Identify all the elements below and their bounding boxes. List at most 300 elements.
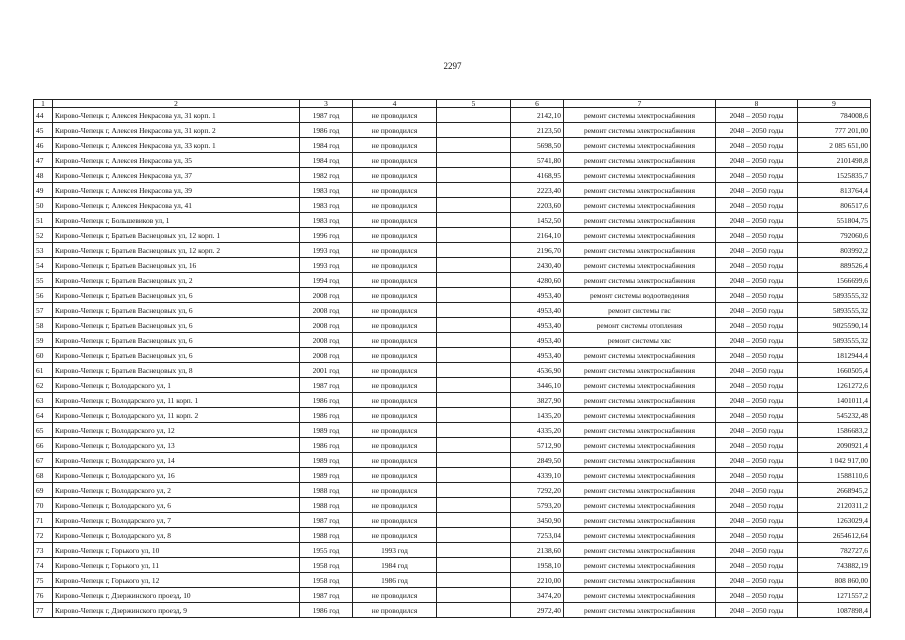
column-number-row (34, 100, 871, 108)
cell-planned-period: 2048 – 2050 годы (716, 258, 798, 273)
table-row (34, 153, 871, 168)
cell-empty-cell (437, 198, 511, 213)
cell-address: Кирово-Чепецк г, Володарского ул, 12 (53, 423, 300, 438)
cell-work-type: ремонт системы электроснабжения (564, 168, 716, 183)
cell-work-type: ремонт системы электроснабжения (564, 603, 716, 618)
cell-work-type: ремонт системы электроснабжения (564, 408, 716, 423)
table-row (34, 543, 871, 558)
cell-address: Кирово-Чепецк г, Володарского ул, 2 (53, 483, 300, 498)
cell-planned-period: 2048 – 2050 годы (716, 243, 798, 258)
cell-commission-year: 1986 год (300, 438, 353, 453)
cell-address: Кирово-Чепецк г, Братьев Васнецовых ул, 16 (53, 258, 300, 273)
cell-row-number: 69 (34, 483, 53, 498)
cell-cost: 2090921,4 (798, 438, 871, 453)
cell-address: Кирово-Чепецк г, Горького ул, 10 (53, 543, 300, 558)
cell-work-type: ремонт системы электроснабжения (564, 438, 716, 453)
cell-commission-year: 1994 год (300, 273, 353, 288)
cell-cost: 1586683,2 (798, 423, 871, 438)
table-row (34, 528, 871, 543)
cell-cost: 743882,19 (798, 558, 871, 573)
cell-planned-period: 2048 – 2050 годы (716, 183, 798, 198)
cell-empty-cell (437, 438, 511, 453)
cell-last-repair-year: не проводился (353, 213, 437, 228)
cell-cost: 1812944,4 (798, 348, 871, 363)
cell-commission-year: 1983 год (300, 183, 353, 198)
cell-work-type: ремонт системы электроснабжения (564, 243, 716, 258)
cell-commission-year: 2008 год (300, 303, 353, 318)
cell-planned-period: 2048 – 2050 годы (716, 483, 798, 498)
table-row (34, 213, 871, 228)
table-row (34, 438, 871, 453)
cell-row-number: 46 (34, 138, 53, 153)
cell-cost: 803992,2 (798, 243, 871, 258)
cell-area: 4953,40 (511, 303, 564, 318)
cell-row-number: 70 (34, 498, 53, 513)
cell-last-repair-year: не проводился (353, 588, 437, 603)
table-row (34, 288, 871, 303)
cell-work-type: ремонт системы электроснабжения (564, 528, 716, 543)
table-row (34, 108, 871, 123)
cell-empty-cell (437, 228, 511, 243)
cell-cost: 777 201,00 (798, 123, 871, 138)
cell-work-type: ремонт системы электроснабжения (564, 123, 716, 138)
cell-last-repair-year: не проводился (353, 153, 437, 168)
cell-address: Кирово-Чепецк г, Володарского ул, 11 корп. 2 (53, 408, 300, 423)
cell-commission-year: 1993 год (300, 243, 353, 258)
cell-area: 2196,70 (511, 243, 564, 258)
cell-area: 4280,60 (511, 273, 564, 288)
cell-cost: 784008,6 (798, 108, 871, 123)
cell-last-repair-year: не проводился (353, 303, 437, 318)
cell-commission-year: 1989 год (300, 453, 353, 468)
table-row (34, 258, 871, 273)
cell-work-type: ремонт системы электроснабжения (564, 108, 716, 123)
cell-empty-cell (437, 408, 511, 423)
cell-address: Кирово-Чепецк г, Братьев Васнецовых ул, 6 (53, 348, 300, 363)
cell-work-type: ремонт системы электроснабжения (564, 153, 716, 168)
cell-commission-year: 1987 год (300, 378, 353, 393)
cell-cost: 792060,6 (798, 228, 871, 243)
cell-planned-period: 2048 – 2050 годы (716, 318, 798, 333)
cell-address: Кирово-Чепецк г, Братьев Васнецовых ул, 12 корп. 1 (53, 228, 300, 243)
cell-last-repair-year: не проводился (353, 483, 437, 498)
cell-last-repair-year: не проводился (353, 468, 437, 483)
cell-empty-cell (437, 138, 511, 153)
cell-commission-year: 1983 год (300, 213, 353, 228)
cell-cost: 808 860,00 (798, 573, 871, 588)
table-row (34, 138, 871, 153)
cell-commission-year: 1986 год (300, 123, 353, 138)
cell-empty-cell (437, 348, 511, 363)
cell-planned-period: 2048 – 2050 годы (716, 348, 798, 363)
cell-area: 2142,10 (511, 108, 564, 123)
cell-work-type: ремонт системы электроснабжения (564, 198, 716, 213)
cell-commission-year: 1988 год (300, 483, 353, 498)
table-row (34, 303, 871, 318)
cell-row-number: 45 (34, 123, 53, 138)
cell-address: Кирово-Чепецк г, Дзержинского проезд, 9 (53, 603, 300, 618)
cell-cost: 806517,6 (798, 198, 871, 213)
cell-row-number: 68 (34, 468, 53, 483)
cell-address: Кирово-Чепецк г, Братьев Васнецовых ул, 12 корп. 2 (53, 243, 300, 258)
col-header-7: 7 (564, 100, 716, 108)
cell-row-number: 65 (34, 423, 53, 438)
cell-area: 5793,20 (511, 498, 564, 513)
cell-address: Кирово-Чепецк г, Братьев Васнецовых ул, 6 (53, 318, 300, 333)
cell-address: Кирово-Чепецк г, Алексея Некрасова ул, 33 корп. 1 (53, 138, 300, 153)
table-row (34, 408, 871, 423)
cell-area: 5698,50 (511, 138, 564, 153)
cell-area: 3446,10 (511, 378, 564, 393)
cell-planned-period: 2048 – 2050 годы (716, 573, 798, 588)
cell-empty-cell (437, 483, 511, 498)
cell-row-number: 56 (34, 288, 53, 303)
cell-empty-cell (437, 108, 511, 123)
cell-row-number: 72 (34, 528, 53, 543)
cell-last-repair-year: не проводился (353, 393, 437, 408)
cell-address: Кирово-Чепецк г, Володарского ул, 16 (53, 468, 300, 483)
cell-last-repair-year: не проводился (353, 318, 437, 333)
cell-planned-period: 2048 – 2050 годы (716, 273, 798, 288)
cell-address: Кирово-Чепецк г, Володарского ул, 14 (53, 453, 300, 468)
cell-row-number: 74 (34, 558, 53, 573)
page-number: 2297 (443, 61, 462, 71)
cell-planned-period: 2048 – 2050 годы (716, 603, 798, 618)
cell-work-type: ремонт системы электроснабжения (564, 138, 716, 153)
cell-empty-cell (437, 588, 511, 603)
cell-cost: 5893555,32 (798, 333, 871, 348)
cell-commission-year: 1989 год (300, 423, 353, 438)
cell-planned-period: 2048 – 2050 годы (716, 198, 798, 213)
cell-cost: 2120311,2 (798, 498, 871, 513)
table-row (34, 558, 871, 573)
cell-empty-cell (437, 498, 511, 513)
table-row (34, 513, 871, 528)
table-row (34, 423, 871, 438)
cell-planned-period: 2048 – 2050 годы (716, 288, 798, 303)
cell-empty-cell (437, 153, 511, 168)
cell-empty-cell (437, 213, 511, 228)
table-row (34, 483, 871, 498)
cell-row-number: 53 (34, 243, 53, 258)
cell-empty-cell (437, 558, 511, 573)
cell-row-number: 63 (34, 393, 53, 408)
cell-planned-period: 2048 – 2050 годы (716, 408, 798, 423)
cell-planned-period: 2048 – 2050 годы (716, 303, 798, 318)
cell-address: Кирово-Чепецк г, Володарского ул, 7 (53, 513, 300, 528)
cell-commission-year: 1958 год (300, 573, 353, 588)
cell-row-number: 66 (34, 438, 53, 453)
cell-planned-period: 2048 – 2050 годы (716, 393, 798, 408)
cell-commission-year: 1987 год (300, 513, 353, 528)
table-row (34, 228, 871, 243)
cell-row-number: 52 (34, 228, 53, 243)
cell-last-repair-year: не проводился (353, 378, 437, 393)
cell-area: 4335,20 (511, 423, 564, 438)
cell-area: 1435,20 (511, 408, 564, 423)
cell-cost: 1566699,6 (798, 273, 871, 288)
cell-last-repair-year: не проводился (353, 453, 437, 468)
cell-address: Кирово-Чепецк г, Горького ул, 11 (53, 558, 300, 573)
table-row (34, 183, 871, 198)
cell-empty-cell (437, 318, 511, 333)
cell-commission-year: 2008 год (300, 288, 353, 303)
table-row (34, 333, 871, 348)
cell-work-type: ремонт системы электроснабжения (564, 513, 716, 528)
cell-planned-period: 2048 – 2050 годы (716, 453, 798, 468)
cell-planned-period: 2048 – 2050 годы (716, 423, 798, 438)
cell-row-number: 54 (34, 258, 53, 273)
cell-work-type: ремонт системы электроснабжения (564, 498, 716, 513)
cell-commission-year: 1958 год (300, 558, 353, 573)
cell-last-repair-year: не проводился (353, 243, 437, 258)
cell-commission-year: 2008 год (300, 318, 353, 333)
cell-cost: 1525835,7 (798, 168, 871, 183)
cell-planned-period: 2048 – 2050 годы (716, 333, 798, 348)
cell-commission-year: 1988 год (300, 528, 353, 543)
col-header-8: 8 (716, 100, 798, 108)
cell-last-repair-year: не проводился (353, 273, 437, 288)
cell-work-type: ремонт системы электроснабжения (564, 258, 716, 273)
cell-last-repair-year: не проводился (353, 528, 437, 543)
cell-address: Кирово-Чепецк г, Володарского ул, 13 (53, 438, 300, 453)
cell-row-number: 60 (34, 348, 53, 363)
cell-work-type: ремонт системы гвс (564, 303, 716, 318)
cell-planned-period: 2048 – 2050 годы (716, 513, 798, 528)
cell-commission-year: 1986 год (300, 408, 353, 423)
cell-area: 2138,60 (511, 543, 564, 558)
cell-row-number: 61 (34, 363, 53, 378)
cell-work-type: ремонт системы водоотведения (564, 288, 716, 303)
col-header-5: 5 (437, 100, 511, 108)
cell-last-repair-year: не проводился (353, 408, 437, 423)
cell-commission-year: 1989 год (300, 468, 353, 483)
cell-address: Кирово-Чепецк г, Алексея Некрасова ул, 31 корп. 1 (53, 108, 300, 123)
cell-area: 3827,90 (511, 393, 564, 408)
cell-cost: 2668945,2 (798, 483, 871, 498)
cell-work-type: ремонт системы отопления (564, 318, 716, 333)
cell-empty-cell (437, 543, 511, 558)
cell-empty-cell (437, 573, 511, 588)
cell-address: Кирово-Чепецк г, Дзержинского проезд, 10 (53, 588, 300, 603)
cell-area: 3474,20 (511, 588, 564, 603)
cell-empty-cell (437, 393, 511, 408)
cell-work-type: ремонт системы электроснабжения (564, 543, 716, 558)
cell-commission-year: 1986 год (300, 603, 353, 618)
cell-commission-year: 2001 год (300, 363, 353, 378)
cell-empty-cell (437, 453, 511, 468)
cell-cost: 545232,48 (798, 408, 871, 423)
table-body (34, 108, 871, 618)
cell-last-repair-year: не проводился (353, 168, 437, 183)
cell-area: 7253,04 (511, 528, 564, 543)
table-row (34, 588, 871, 603)
cell-last-repair-year: не проводился (353, 258, 437, 273)
cell-empty-cell (437, 378, 511, 393)
cell-area: 4953,40 (511, 288, 564, 303)
cell-planned-period: 2048 – 2050 годы (716, 228, 798, 243)
cell-commission-year: 1984 год (300, 153, 353, 168)
cell-cost: 782727,6 (798, 543, 871, 558)
cell-work-type: ремонт системы электроснабжения (564, 588, 716, 603)
cell-address: Кирово-Чепецк г, Алексея Некрасова ул, 31 корп. 2 (53, 123, 300, 138)
cell-address: Кирово-Чепецк г, Братьев Васнецовых ул, 6 (53, 288, 300, 303)
cell-cost: 1588110,6 (798, 468, 871, 483)
cell-address: Кирово-Чепецк г, Володарского ул, 6 (53, 498, 300, 513)
table-row (34, 468, 871, 483)
table-row (34, 243, 871, 258)
cell-area: 7292,20 (511, 483, 564, 498)
cell-planned-period: 2048 – 2050 годы (716, 438, 798, 453)
cell-last-repair-year: не проводился (353, 363, 437, 378)
cell-empty-cell (437, 273, 511, 288)
table-row (34, 168, 871, 183)
cell-empty-cell (437, 333, 511, 348)
cell-address: Кирово-Чепецк г, Братьев Васнецовых ул, 2 (53, 273, 300, 288)
cell-address: Кирово-Чепецк г, Братьев Васнецовых ул, 6 (53, 303, 300, 318)
col-header-9: 9 (798, 100, 871, 108)
cell-commission-year: 2008 год (300, 333, 353, 348)
cell-empty-cell (437, 243, 511, 258)
cell-commission-year: 1984 год (300, 138, 353, 153)
cell-row-number: 71 (34, 513, 53, 528)
cell-cost: 1401011,4 (798, 393, 871, 408)
cell-area: 2164,10 (511, 228, 564, 243)
cell-cost: 1 042 917,00 (798, 453, 871, 468)
cell-last-repair-year: не проводился (353, 438, 437, 453)
cell-commission-year: 1987 год (300, 108, 353, 123)
cell-planned-period: 2048 – 2050 годы (716, 558, 798, 573)
cell-work-type: ремонт системы электроснабжения (564, 558, 716, 573)
cell-address: Кирово-Чепецк г, Братьев Васнецовых ул, 8 (53, 363, 300, 378)
cell-last-repair-year: не проводился (353, 198, 437, 213)
cell-work-type: ремонт системы электроснабжения (564, 378, 716, 393)
cell-work-type: ремонт системы электроснабжения (564, 228, 716, 243)
cell-empty-cell (437, 288, 511, 303)
cell-empty-cell (437, 528, 511, 543)
cell-empty-cell (437, 123, 511, 138)
table-row (34, 123, 871, 138)
cell-row-number: 73 (34, 543, 53, 558)
col-header-3: 3 (300, 100, 353, 108)
cell-area: 4536,90 (511, 363, 564, 378)
cell-row-number: 76 (34, 588, 53, 603)
cell-commission-year: 2008 год (300, 348, 353, 363)
cell-empty-cell (437, 468, 511, 483)
table-row (34, 453, 871, 468)
cell-planned-period: 2048 – 2050 годы (716, 468, 798, 483)
cell-cost: 2654612,64 (798, 528, 871, 543)
table-row (34, 198, 871, 213)
cell-planned-period: 2048 – 2050 годы (716, 153, 798, 168)
cell-address: Кирово-Чепецк г, Алексея Некрасова ул, 39 (53, 183, 300, 198)
cell-area: 2123,50 (511, 123, 564, 138)
cell-cost: 2101498,8 (798, 153, 871, 168)
cell-commission-year: 1996 год (300, 228, 353, 243)
cell-cost: 813764,4 (798, 183, 871, 198)
cell-work-type: ремонт системы электроснабжения (564, 453, 716, 468)
cell-cost: 1660505,4 (798, 363, 871, 378)
cell-work-type: ремонт системы электроснабжения (564, 363, 716, 378)
cell-row-number: 50 (34, 198, 53, 213)
cell-row-number: 49 (34, 183, 53, 198)
cell-work-type: ремонт системы электроснабжения (564, 468, 716, 483)
table-row (34, 348, 871, 363)
cell-commission-year: 1983 год (300, 198, 353, 213)
col-header-4: 4 (353, 100, 437, 108)
cell-last-repair-year: не проводился (353, 288, 437, 303)
cell-last-repair-year: 1993 год (353, 543, 437, 558)
cell-work-type: ремонт системы электроснабжения (564, 213, 716, 228)
cell-planned-period: 2048 – 2050 годы (716, 588, 798, 603)
table-row (34, 603, 871, 618)
table-row (34, 573, 871, 588)
cell-planned-period: 2048 – 2050 годы (716, 363, 798, 378)
cell-row-number: 44 (34, 108, 53, 123)
cell-address: Кирово-Чепецк г, Алексея Некрасова ул, 37 (53, 168, 300, 183)
cell-planned-period: 2048 – 2050 годы (716, 378, 798, 393)
table-row (34, 393, 871, 408)
cell-area: 4168,95 (511, 168, 564, 183)
cell-planned-period: 2048 – 2050 годы (716, 168, 798, 183)
cell-row-number: 58 (34, 318, 53, 333)
cell-area: 5741,80 (511, 153, 564, 168)
cell-address: Кирово-Чепецк г, Алексея Некрасова ул, 35 (53, 153, 300, 168)
cell-row-number: 77 (34, 603, 53, 618)
cell-planned-period: 2048 – 2050 годы (716, 543, 798, 558)
cell-area: 2849,50 (511, 453, 564, 468)
cell-last-repair-year: не проводился (353, 603, 437, 618)
cell-address: Кирово-Чепецк г, Большевиков ул, 1 (53, 213, 300, 228)
cell-planned-period: 2048 – 2050 годы (716, 123, 798, 138)
cell-row-number: 75 (34, 573, 53, 588)
cell-cost: 889526,4 (798, 258, 871, 273)
cell-last-repair-year: не проводился (353, 333, 437, 348)
cell-empty-cell (437, 303, 511, 318)
cell-area: 2210,00 (511, 573, 564, 588)
cell-row-number: 62 (34, 378, 53, 393)
cell-last-repair-year: не проводился (353, 348, 437, 363)
cell-area: 4953,40 (511, 318, 564, 333)
cell-cost: 5893555,32 (798, 303, 871, 318)
cell-area: 2972,40 (511, 603, 564, 618)
cell-work-type: ремонт системы электроснабжения (564, 393, 716, 408)
cell-cost: 9025590,14 (798, 318, 871, 333)
cell-last-repair-year: 1984 год (353, 558, 437, 573)
cell-row-number: 55 (34, 273, 53, 288)
cell-row-number: 59 (34, 333, 53, 348)
cell-planned-period: 2048 – 2050 годы (716, 528, 798, 543)
cell-row-number: 48 (34, 168, 53, 183)
cell-cost: 551804,75 (798, 213, 871, 228)
cell-work-type: ремонт системы электроснабжения (564, 273, 716, 288)
cell-cost: 1087898,4 (798, 603, 871, 618)
cell-cost: 1261272,6 (798, 378, 871, 393)
cell-row-number: 51 (34, 213, 53, 228)
cell-empty-cell (437, 513, 511, 528)
cell-last-repair-year: 1986 год (353, 573, 437, 588)
cell-planned-period: 2048 – 2050 годы (716, 138, 798, 153)
cell-row-number: 67 (34, 453, 53, 468)
cell-address: Кирово-Чепецк г, Володарского ул, 8 (53, 528, 300, 543)
cell-work-type: ремонт системы электроснабжения (564, 423, 716, 438)
cell-commission-year: 1993 год (300, 258, 353, 273)
table-row (34, 363, 871, 378)
cell-cost: 2 085 651,00 (798, 138, 871, 153)
cell-commission-year: 1982 год (300, 168, 353, 183)
col-header-1: 1 (34, 100, 53, 108)
cell-address: Кирово-Чепецк г, Братьев Васнецовых ул, 6 (53, 333, 300, 348)
